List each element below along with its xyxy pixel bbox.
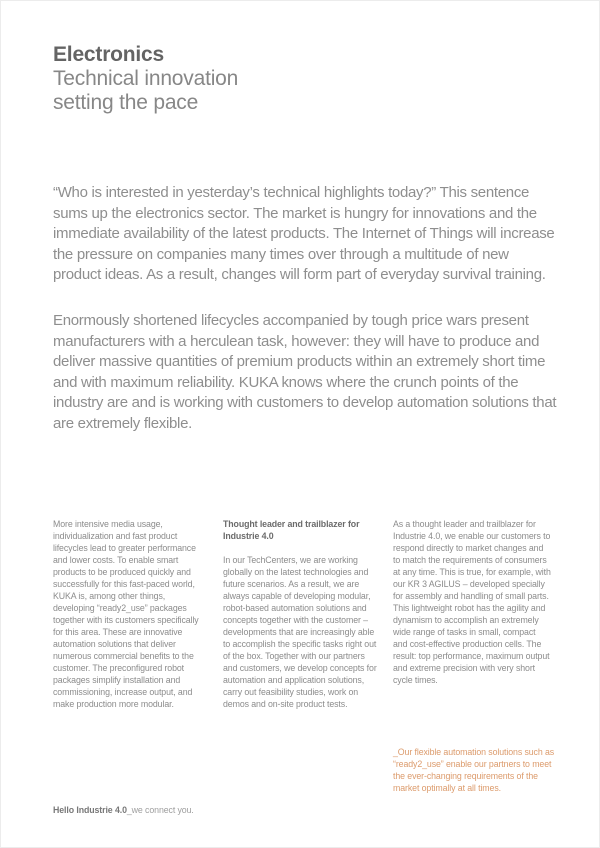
column-2 — [223, 518, 377, 710]
column-3-body: As a thought leader and trailblazer for Industrie 4.0, we enable our customers to respond directly to market changes and to match the requirements of consumers at any time. This is true, for example, with our KR 3 AGILUS – developed specially for assembly and handling of small parts. This lightweight robot has the agility and dynamism to accomplish an extremely wide range of tasks in small, compact and cost-effective production cells. The result: top performance, maximum output and extreme precision with very short cycle times. — [393, 519, 551, 685]
page-title-line1: Technical innovation — [53, 67, 239, 90]
page-title-line2: setting the pace — [53, 91, 199, 114]
footer-tagline — [53, 804, 194, 816]
intro-paragraph-1: “Who is interested in yesterday’s technical highlights today?” This sentence sums up the electronics sector. The market is hungry for innovations and the immediate availability of the latest products. The Internet of Things will increase the pressure on companies many times over through a multitude of new product ideas. As a result, changes will form part of everyday survival training. — [53, 184, 555, 283]
column-1-body: More intensive media usage, individualization and fast product lifecycles lead to greater performance and lower costs. To enable smart products to be produced quickly and successfully for this fast-paced world, KUKA is, among other things, developing “ready2_use” packages together with its customers specifically for this area. These are innovative automation solutions that deliver numerous commercial benefits to the customer. The preconfigured robot packages simplify installation and commissioning, increase output, and make production more modular. — [53, 519, 199, 709]
footer-tagline-light: _we connect you. — [126, 805, 194, 815]
pull-quote: _Our flexible automation solutions such as “ready2_use” enable our partners to meet the ever-changing requirements of the market optimally at all times. — [393, 747, 555, 793]
footer-tagline-bold: Hello Industrie 4.0 — [53, 805, 127, 815]
column-3 — [393, 518, 551, 686]
page-title — [53, 43, 453, 115]
column-2-heading: Thought leader and trailblazer for Industrie 4.0 — [223, 519, 360, 541]
column-1 — [53, 518, 207, 710]
column-2-body: In our TechCenters, we are working globally on the latest technologies and future scenarios. As a result, we are always capable of developing modular, robot-based automation solutions and concepts together with the customer – developments that are increasingly able to accomplish the specific tasks right out of the box. Together with our partners and customers, we develop concepts for automation and application solutions, carry out feasibility studies, work on demos and on-site product tests. — [223, 555, 377, 709]
page-title-sector: Electronics — [53, 43, 165, 66]
intro-paragraph-2: Enormously shortened lifecycles accompanied by tough price wars present manufacturers with a herculean task, however: they will have to produce and deliver massive quantities of premium products within an extremely short time and with maximum reliability. KUKA knows where the crunch points of the industry are and is working with customers to develop automation solutions that are extremely flexible. — [53, 312, 557, 432]
